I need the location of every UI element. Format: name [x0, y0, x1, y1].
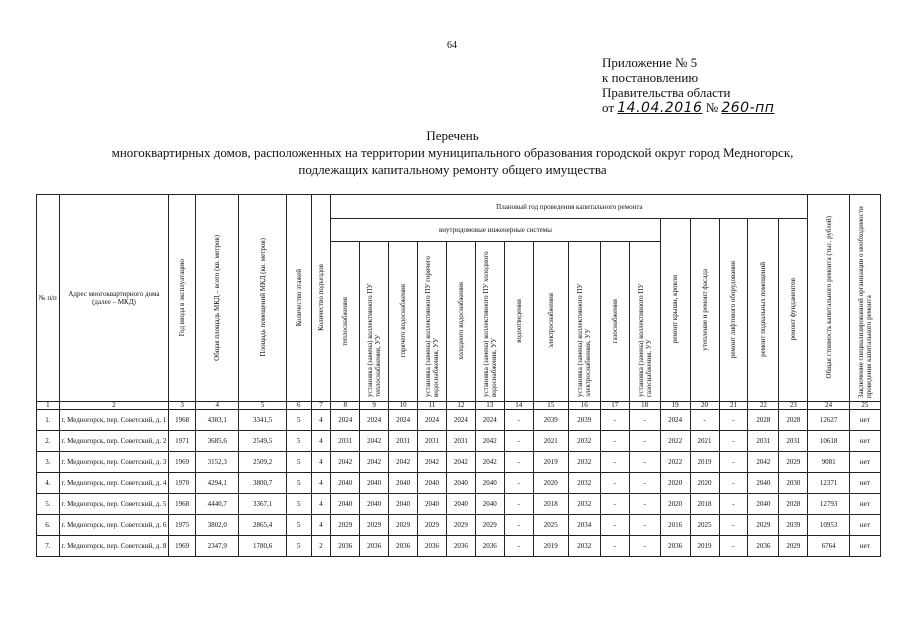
table-cell: 5 [286, 452, 311, 473]
table-cell: - [719, 473, 748, 494]
table-cell: 1969 [169, 536, 196, 557]
table-cell: - [504, 536, 533, 557]
table-cell: 2022 [660, 452, 690, 473]
table-cell: 12371 [808, 473, 849, 494]
table-cell: 12627 [808, 410, 849, 431]
table-cell: нет [849, 494, 880, 515]
table-cell: 2040 [389, 494, 418, 515]
header-year: Год ввода в эксплуатацию [178, 258, 187, 337]
table-cell: - [719, 494, 748, 515]
table-cell: 5 [286, 515, 311, 536]
row-number-cell: 5. [37, 494, 60, 515]
table-cell: - [504, 494, 533, 515]
table-cell: 2549,5 [239, 431, 287, 452]
header-cold-water: холодного водоснабжения [456, 282, 465, 360]
column-number-cell: 25 [849, 402, 880, 410]
header-electric: электроснабжения [546, 293, 555, 349]
table-cell: 6764 [808, 536, 849, 557]
table-cell: - [504, 410, 533, 431]
header-gas-cell [600, 242, 629, 402]
table-cell: 2040 [446, 473, 475, 494]
header-total-area-cell [196, 195, 239, 402]
table-row [37, 410, 881, 431]
header-electric-pu: установка (замена) коллективного ПУ электроснабжения, УУ [576, 283, 593, 397]
table-cell: 2024 [389, 410, 418, 431]
table-cell: 2022 [660, 431, 690, 452]
table-cell: 3367,1 [239, 494, 287, 515]
header-heat-pu: установка (замена) коллективного ПУ теплоснабжения, УУ [366, 283, 383, 397]
table-cell: 2029 [389, 515, 418, 536]
column-numbers-body [37, 402, 881, 410]
header-facade-cell [690, 219, 719, 402]
table-cell: 2039 [568, 410, 600, 431]
table-cell: 2019 [533, 536, 568, 557]
table-cell: 2040 [418, 473, 447, 494]
column-number-cell: 18 [629, 402, 660, 410]
date-prefix: от [602, 100, 615, 115]
table-cell: - [600, 410, 629, 431]
table-cell: 4 [311, 494, 331, 515]
table-cell: - [600, 494, 629, 515]
table-cell: 4440,7 [196, 494, 239, 515]
table-cell: 2042 [475, 452, 504, 473]
column-number-cell: 22 [748, 402, 779, 410]
column-number-cell: 5 [239, 402, 287, 410]
table-cell: 2042 [748, 452, 779, 473]
table-cell: 2018 [690, 494, 719, 515]
table-cell: 5 [286, 536, 311, 557]
header-premises-area-cell [239, 195, 287, 402]
table-cell: 2 [311, 536, 331, 557]
table-cell: 2032 [568, 536, 600, 557]
table-cell: 2024 [360, 410, 389, 431]
column-number-cell: 17 [600, 402, 629, 410]
header-hot-water: горячего водоснабжения [399, 284, 408, 358]
table-cell: 2029 [748, 515, 779, 536]
column-number-cell: 8 [331, 402, 360, 410]
table-cell: 2042 [360, 431, 389, 452]
header-entrances-cell [311, 195, 331, 402]
column-number-cell: 13 [475, 402, 504, 410]
column-number-cell: 20 [690, 402, 719, 410]
column-number-cell: 15 [533, 402, 568, 410]
table-cell: 2032 [568, 452, 600, 473]
table-cell: нет [849, 473, 880, 494]
table-cell: 2040 [418, 494, 447, 515]
table-cell: - [690, 410, 719, 431]
appendix-line-3: Правительства области [602, 85, 731, 100]
table-cell: 2040 [475, 494, 504, 515]
table-cell: 4294,1 [196, 473, 239, 494]
table-cell: 2347,9 [196, 536, 239, 557]
row-number-cell: 7. [37, 536, 60, 557]
title-line-2: многоквартирных домов, расположенных на территории муниципального образования городской округ город Медногорск, [111, 145, 794, 160]
appendix-line-1: Приложение № 5 [602, 55, 698, 70]
column-number-cell: 7 [311, 402, 331, 410]
table-cell: 2042 [331, 452, 360, 473]
table-cell: 2018 [533, 494, 568, 515]
header-planned-year: Плановый год проведения капитального ремонта [331, 195, 808, 219]
table-cell: 2040 [331, 494, 360, 515]
table-cell: 2040 [748, 494, 779, 515]
header-foundation: ремонт фундаментов [789, 278, 798, 341]
table-cell: 5 [286, 410, 311, 431]
table-cell: 1968 [169, 410, 196, 431]
table-cell: 10953 [808, 515, 849, 536]
appendix-date-line [602, 100, 774, 116]
address-cell: г. Медногорск, пер. Советский, д. 3 [59, 452, 168, 473]
table-cell: 1780,6 [239, 536, 287, 557]
header-sewer-cell [504, 242, 533, 402]
table-cell: 2016 [660, 515, 690, 536]
table-cell: 2020 [690, 473, 719, 494]
table-cell: 1970 [169, 473, 196, 494]
column-number-cell: 4 [196, 402, 239, 410]
header-hot-water-pu-cell [418, 242, 447, 402]
header-conclusion-cell [849, 195, 880, 402]
table-cell: 2036 [660, 536, 690, 557]
table-cell: 2040 [446, 494, 475, 515]
column-number-cell: 11 [418, 402, 447, 410]
column-number-cell: 2 [59, 402, 168, 410]
header-conclusion: Заключение специализированной организации о необходимости проведения капитального ремонта [856, 205, 873, 398]
header-elevator-cell [719, 219, 748, 402]
table-cell: - [504, 452, 533, 473]
table-cell: - [629, 410, 660, 431]
table-cell: 2019 [533, 452, 568, 473]
table-cell: - [629, 515, 660, 536]
address-cell: г. Медногорск, пер. Советский, д. 5 [59, 494, 168, 515]
column-number-row [37, 402, 881, 410]
address-cell: г. Медногорск, пер. Советский, д. 8 [59, 536, 168, 557]
table-cell: 2029 [779, 452, 808, 473]
appendix-block [602, 55, 774, 116]
table-cell: 2040 [748, 473, 779, 494]
address-cell: г. Медногорск, пер. Советский, д. 2 [59, 431, 168, 452]
table-cell: 1969 [169, 452, 196, 473]
table-cell: 5 [286, 431, 311, 452]
table-cell: - [719, 452, 748, 473]
table-cell: 10618 [808, 431, 849, 452]
table-cell: 2040 [360, 473, 389, 494]
table-cell: 2019 [690, 536, 719, 557]
row-number-cell: 6. [37, 515, 60, 536]
table-cell: 2032 [568, 431, 600, 452]
table-cell: 2030 [779, 473, 808, 494]
table-cell: 2025 [533, 515, 568, 536]
table-cell: 2509,2 [239, 452, 287, 473]
table-cell: 1968 [169, 494, 196, 515]
header-hot-water-pu: установка (замена) коллективного ПУ горячего водоснабжения, УУ [423, 256, 440, 397]
table-cell: - [629, 536, 660, 557]
header-cold-water-cell [446, 242, 475, 402]
header-premises-area: Площадь помещений МКД (кв. метров) [258, 238, 267, 357]
header-systems: внутридомовые инженерные системы [331, 219, 660, 242]
header-basement: ремонт подвальных помещений [759, 262, 768, 357]
number-prefix: № [705, 100, 719, 115]
table-cell: 2028 [779, 494, 808, 515]
table-cell: 3152,3 [196, 452, 239, 473]
table-cell: 2042 [475, 431, 504, 452]
table-cell: 4 [311, 473, 331, 494]
table-cell: 2031 [331, 431, 360, 452]
table-cell: - [600, 536, 629, 557]
table-cell: 2024 [331, 410, 360, 431]
title-line-1: Перечень [426, 128, 479, 143]
table-cell: - [629, 473, 660, 494]
table-cell: 4 [311, 452, 331, 473]
table-cell: 4 [311, 515, 331, 536]
table-cell: 2036 [446, 536, 475, 557]
row-number-cell: 1. [37, 410, 60, 431]
table-cell: 9081 [808, 452, 849, 473]
table-cell: 2036 [475, 536, 504, 557]
table-cell: 2020 [533, 473, 568, 494]
table-cell: 2028 [779, 410, 808, 431]
table-cell: 3800,7 [239, 473, 287, 494]
header-gas: газоснабжения [610, 298, 619, 344]
table-cell: 2031 [418, 431, 447, 452]
table-cell: - [504, 431, 533, 452]
table-cell: 2031 [389, 431, 418, 452]
table-cell: - [719, 410, 748, 431]
table-cell: 3802,0 [196, 515, 239, 536]
header-entrances: Количество подъездов [316, 264, 325, 331]
row-number-cell: 2. [37, 431, 60, 452]
table-cell: 2042 [446, 452, 475, 473]
column-number-cell: 21 [719, 402, 748, 410]
table-cell: 2036 [331, 536, 360, 557]
header-roof-cell [660, 219, 690, 402]
table-cell: 1971 [169, 431, 196, 452]
table-cell: 2024 [660, 410, 690, 431]
table-cell: 2042 [389, 452, 418, 473]
table-cell: 3685,6 [196, 431, 239, 452]
table-cell: - [629, 494, 660, 515]
table-cell: - [629, 431, 660, 452]
table-cell: 2029 [779, 536, 808, 557]
table-row [37, 473, 881, 494]
address-cell: г. Медногорск, пер. Советский, д. 4 [59, 473, 168, 494]
table-cell: 2031 [779, 431, 808, 452]
table-cell: 4383,1 [196, 410, 239, 431]
table-cell: 2029 [475, 515, 504, 536]
table-cell: 5 [286, 494, 311, 515]
table-cell: 2020 [660, 473, 690, 494]
header-facade: утепление и ремонт фасада [700, 268, 709, 351]
row-number-cell: 4. [37, 473, 60, 494]
table-row [37, 431, 881, 452]
table-cell: 2028 [748, 410, 779, 431]
header-total-cost-cell [808, 195, 849, 402]
table-cell: 2029 [360, 515, 389, 536]
table-cell: 2032 [568, 473, 600, 494]
table-cell: 2024 [475, 410, 504, 431]
header-heat: теплоснабжения [341, 296, 350, 346]
table-row [37, 494, 881, 515]
table-cell: нет [849, 536, 880, 557]
table-cell: 2021 [533, 431, 568, 452]
table-cell: 2024 [446, 410, 475, 431]
title-line-3: подлежащих капитальному ремонту общего имущества [298, 162, 607, 177]
address-cell: г. Медногорск, пер. Советский, д. 6 [59, 515, 168, 536]
header-gas-pu-cell [629, 242, 660, 402]
table-cell: - [629, 452, 660, 473]
table-rows-body [37, 410, 881, 557]
table-cell: - [719, 515, 748, 536]
table-cell: нет [849, 431, 880, 452]
table-row [37, 452, 881, 473]
column-number-cell: 3 [169, 402, 196, 410]
table-cell: 2040 [475, 473, 504, 494]
table-cell: - [504, 473, 533, 494]
row-number-cell: 3. [37, 452, 60, 473]
table-cell: 5 [286, 473, 311, 494]
header-num: № п/п [37, 195, 60, 402]
header-total-cost: Общая стоимость капитального ремонта (тыс. рублей) [824, 216, 833, 379]
table-cell: 2040 [331, 473, 360, 494]
table-cell: 2029 [418, 515, 447, 536]
table-cell: 4 [311, 431, 331, 452]
table-cell: - [600, 473, 629, 494]
table-cell: 2040 [389, 473, 418, 494]
table-cell: 2042 [418, 452, 447, 473]
table-cell: 1975 [169, 515, 196, 536]
table-cell: нет [849, 452, 880, 473]
header-cold-water-pu-cell [475, 242, 504, 402]
column-number-cell: 16 [568, 402, 600, 410]
column-number-cell: 9 [360, 402, 389, 410]
appendix-line-2: к постановлению [602, 70, 699, 85]
column-number-cell: 6 [286, 402, 311, 410]
header-gas-pu: установка (замена) коллективного ПУ газоснабжения, УУ [636, 283, 653, 397]
table-cell: 2029 [446, 515, 475, 536]
table-row [37, 515, 881, 536]
header-cold-water-pu: установка (замена) коллективного ПУ холодного водоснабжения, УУ [481, 251, 498, 397]
header-total-area: Общая площадь МКД – всего (кв. метров) [213, 234, 222, 361]
column-number-cell: 19 [660, 402, 690, 410]
header-heat-pu-cell [360, 242, 389, 402]
table-cell: 2036 [748, 536, 779, 557]
header-roof: ремонт крыши, кровли [671, 275, 680, 344]
table-cell: 12793 [808, 494, 849, 515]
table-cell: - [719, 431, 748, 452]
header-electric-cell [533, 242, 568, 402]
header-electric-pu-cell [568, 242, 600, 402]
header-year-cell [169, 195, 196, 402]
table-cell: 2025 [690, 515, 719, 536]
table-cell: 2042 [360, 452, 389, 473]
column-number-cell: 14 [504, 402, 533, 410]
table-cell: 2036 [389, 536, 418, 557]
table-cell: - [600, 452, 629, 473]
table-cell: 2040 [360, 494, 389, 515]
table-cell: 2019 [690, 452, 719, 473]
table-cell: 2865,4 [239, 515, 287, 536]
table-cell: нет [849, 410, 880, 431]
header-floors-cell [286, 195, 311, 402]
header-address: Адрес многоквартирного дома (далее – МКД) [59, 195, 168, 402]
table-cell: - [600, 431, 629, 452]
table-cell: - [504, 515, 533, 536]
table-cell: 2021 [690, 431, 719, 452]
handwritten-number: 260-пп [721, 100, 775, 116]
header-heat-cell [331, 242, 360, 402]
table-cell: 2020 [660, 494, 690, 515]
table-cell: 2039 [533, 410, 568, 431]
table-cell: 3341,5 [239, 410, 287, 431]
column-number-cell: 12 [446, 402, 475, 410]
header-sewer: водоотведения [514, 299, 523, 343]
table-cell: нет [849, 515, 880, 536]
header-hot-water-cell [389, 242, 418, 402]
table-row [37, 536, 881, 557]
header-basement-cell [748, 219, 779, 402]
table-cell: - [600, 515, 629, 536]
table-cell: 2032 [568, 494, 600, 515]
header-floors: Количество этажей [294, 268, 303, 327]
table-cell: 2029 [331, 515, 360, 536]
header-elevator: ремонт лифтового оборудования [729, 260, 738, 359]
header-foundation-cell [779, 219, 808, 402]
table-cell: 2036 [360, 536, 389, 557]
repair-table [36, 194, 881, 557]
table-cell: 4 [311, 410, 331, 431]
table-cell: - [719, 536, 748, 557]
table-cell: 2039 [779, 515, 808, 536]
column-number-cell: 10 [389, 402, 418, 410]
table-cell: 2031 [446, 431, 475, 452]
table-cell: 2031 [748, 431, 779, 452]
table-cell: 2034 [568, 515, 600, 536]
table-cell: 2036 [418, 536, 447, 557]
document-title [0, 127, 905, 178]
handwritten-date: 14.04.2016 [617, 100, 703, 116]
column-number-cell: 23 [779, 402, 808, 410]
column-number-cell: 24 [808, 402, 849, 410]
table-cell: 2024 [418, 410, 447, 431]
column-number-cell: 1 [37, 402, 60, 410]
address-cell: г. Медногорск, пер. Советский, д. 1 [59, 410, 168, 431]
page-number: 64 [447, 40, 457, 51]
